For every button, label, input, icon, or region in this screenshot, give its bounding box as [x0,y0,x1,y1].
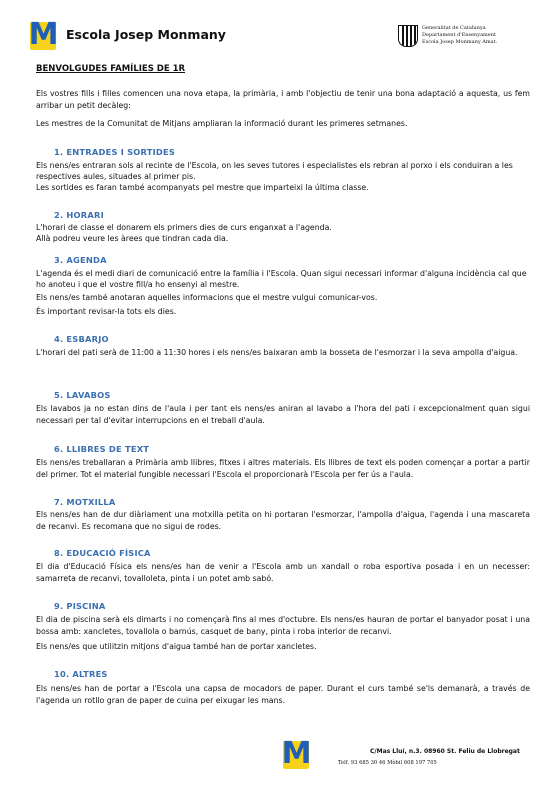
section-heading: 2. HORARI [54,210,104,220]
intro-paragraph: Les mestres de la Comunitat de Mitjans ampliaran la informació durant les primeres setmanes. [36,119,408,128]
section-paragraph: Els nens/es han de portar a l'Escola una capsa de mocadors de paper. Durant el curs també se'ls demanarà, a través de l'agenda un rotllo gran de paper de cuina per eixugar les mans. [36,684,530,705]
section-paragraph: Les sortides es faran també acompanyats pel mestre que imparteixi la última classe. [36,183,369,192]
school-logo-letter: M [28,17,58,52]
gencat-line: Generalitat de Catalunya [422,25,486,31]
section-paragraph: L'horari del pati serà de 11:00 a 11:30 hores i els nens/es baixaran amb la bosseta de l'esmorzar i la seva ampolla d'aigua. [36,348,518,357]
section-heading: 3. AGENDA [54,255,107,265]
gencat-shield [398,25,418,47]
footer-logo [281,736,311,771]
section-paragraph: Els nens/es han de dur diàriament una motxilla petita on hi portaran l'esmorzar, l'ampolla d'aigua, l'agenda i una mascareta de recanvi. Es recomana que no sigui de rodes. [36,510,530,531]
section-paragraph: Els nens/es també anotaran aquelles informacions que el mestre vulgui comunicar-vos. [36,293,378,302]
intro-paragraph: Els vostres fills i filles comencen una nova etapa, la primària, i amb l'objectiu de tenir una bona adaptació a aquesta, us fem arribar un petit decàleg: [36,89,530,110]
footer-address: C/Mas Lluí, n.3. 08960 St. Feliu de Llobregat [370,748,520,755]
section-paragraph: Els nens/es entraran sols al recinte de l'Escola, on les seves tutores i especialistes els rebran al porxo i els conduiran a les respectives aules, situades al primer pis. [36,161,513,181]
section-paragraph: El dia d'Educació Física els nens/es han de venir a l'Escola amb un xandall o roba esportiva posada i en un necesser: samarreta de recanvi, tovalloleta, pinta i un potet amb sabó. [36,562,530,583]
section-heading: 10. ALTRES [54,669,108,679]
section-paragraph: L'agenda és el medi diari de comunicació entre la família i l'Escola. Quan sigui necessari informar d'alguna incidència cal que ho anoteu i que el vostre fill/a ho ensenyi al mestre. [36,269,527,289]
section-paragraph: L'horari de classe el donarem els primers dies de curs enganxat a l'agenda. [36,223,332,232]
section-heading: 5. LAVABOS [54,390,111,400]
gencat-shield-icon [398,25,420,51]
gencat-line: Departament d'Ensenyament [422,32,496,38]
footer-phones: Telf. 93 685 30 46 Mòbil 608 197 705 [338,760,437,766]
section-paragraph: Els nens/es que utilitzin mitjons d'aigua també han de portar xancletes. [36,642,317,651]
section-paragraph: És important revisar-la tots els dies. [36,307,177,316]
section-paragraph: Els nens/es treballaran a Primària amb llibres, fitxes i altres materials. Els llibres de text els poden començar a portar a partir del primer. Tot el material fungible necessari l'Escola el proporcionarà l'Escola per fer ús a l'aula. [36,458,530,479]
section-heading: 6. LLIBRES DE TEXT [54,444,150,454]
section-heading: 4. ESBARJO [54,334,109,344]
section-heading: 7. MOTXILLA [54,497,116,507]
school-logo [28,17,58,52]
section-heading: 8. EDUCACIÓ FÍSICA [54,548,151,558]
school-name: Escola Josep Monmany [66,27,226,42]
section-heading: 9. PISCINA [54,601,106,611]
section-heading: 1. ENTRADES I SORTIDES [54,147,176,157]
section-paragraph: Allà podreu veure les àrees que tindran cada dia. [36,234,229,243]
section-paragraph: El dia de piscina serà els dimarts i no començarà fins al mes d'octubre. Els nens/es hauran de portar el banyador posat i una bossa amb: xancletes, tovallola o barnús, casquet de bany, pinta i roba interior de recanvi. [36,615,530,636]
gencat-text [422,25,497,46]
section-paragraph: Els lavabos ja no estan dins de l'aula i per tant els nens/es aniran al lavabo a l'hora del pati i excepcionalment quan sigui necessari per tal d'evitar interrupcions en el treball d'aula. [36,404,530,425]
footer-logo-letter: M [281,736,311,771]
gencat-line: Escola Josep Monmany Amat. [422,39,498,45]
document-title: BENVOLGUDES FAMÍLIES DE 1R [36,64,186,74]
